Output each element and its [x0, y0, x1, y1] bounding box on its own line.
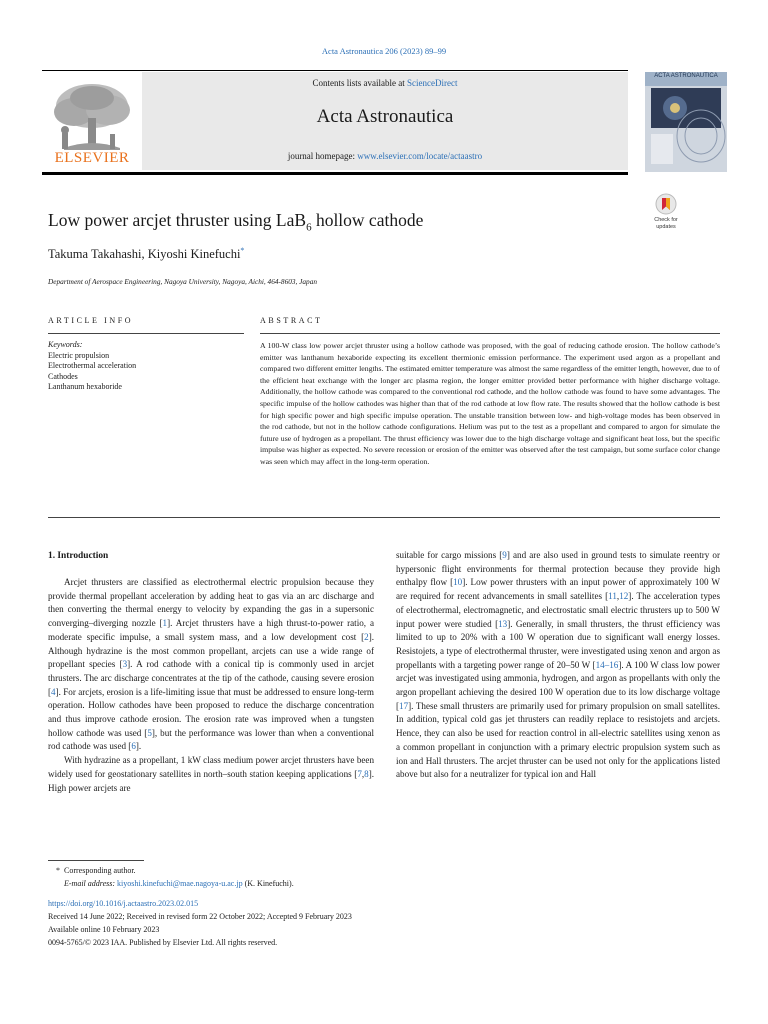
- text-run: ,: [361, 768, 365, 779]
- citation-link[interactable]: 1: [162, 618, 168, 629]
- text-run: ]. These small thrusters are primarily used for primary propulsion on small satellites. In addition, typical cold gas jet thrusters can readily replace to resistojets and arcjets. Hence, they can also be used for reaction control in all-electric satellites using xenon as a common propellant in conjunction with a primary electric propulsion system such as ion and Hall thrusters. The arcjet thruster can be used not only for the applications listed above but also for a neutralizer for typical ion and Hall: [396, 700, 720, 780]
- keyword-item: Lanthanum hexaboride: [48, 382, 122, 392]
- keywords-label: Keywords:: [48, 340, 83, 349]
- journal-title: Acta Astronautica: [316, 106, 454, 127]
- citation-link[interactable]: 9: [502, 550, 507, 560]
- abstract-text: A 100-W class low power arcjet thruster using a hollow cathode was proposed, with the goal of reducing cathode erosion. The hollow cathode’s emitter was lanthanum hexaboride expecting its excellent thermionic emission performance. The experiment used argon as a propellant and compared two different emitter lengths. The estimated emitter temperature was almost the same regardless of the emitter length, however, due to of the efficient heat exchange with the longer arc plasma region, the longer emitter provided better performance with higher discharge voltage. Additionally, the hollow cathode was compared to the conventional rod cathode, and the hollow cathode was found to have some advantages. The specific impulse of the hollow cathodes was higher than that of the rod cathode at low flow rate. The results showed that the hollow cathode is best for high specific power and high specific impulse operation. The unstable transition between low- and high-voltage modes has been observed in the rod cathode, but not in the hollow cathode configurations. Helium was put to the test as a propellant and compared to argon for simulate the future use of hydrogen as a propellant. The thrust efficiency was lower due to the high discharge voltage and significant heat loss, but the specific impulse was higher as expected. No severe recession or erosion of the emitter was observed after the test campaign, but some surface color change was seen which may affect in the long-term operation.: [260, 341, 720, 466]
- citation-link[interactable]: 14–16: [595, 659, 619, 670]
- text-run: ]. Arcjet thrusters have a high thrust-to-power ratio, a moderate specific impulse, a small system mass, and a low development cost [: [48, 618, 374, 642]
- keyword-item: Electric propulsion: [48, 350, 110, 360]
- text-run: ]. For arcjets, erosion is a life-limiting issue that must be addressed to ensure long-term operation. Hollow cathodes have been proposed to reduce the discharge concentration and thus improve cathode erosion. The erosion rate was improved when a tungsten hollow cathode was used [: [48, 686, 374, 738]
- cover-title: ACTA ASTRONAUTICA: [654, 73, 718, 79]
- keywords-block: [48, 340, 244, 393]
- corresponding-author-mark[interactable]: *: [240, 246, 245, 255]
- text-run: ]. A rod cathode with a conical tip is commonly used in arcjet thrusters. The arc discharge concentrates at the tip of the cathode, causing severe erosion [: [48, 659, 375, 697]
- citation-link[interactable]: 2: [364, 631, 369, 642]
- article-info-heading: ARTICLE INFO: [48, 316, 134, 325]
- citation-link[interactable]: 4: [51, 686, 56, 697]
- text-run: ]. A 100 W class low power arcjet was investigated using ammonia, hydrogen, and argon as propellants with only the argon propellant achieving the desired 100 W operation due to its low discharge voltage [: [396, 659, 720, 711]
- text-run: ,: [616, 591, 620, 602]
- keyword-item: Cathodes: [48, 371, 78, 381]
- keyword-item: Electrothermal acceleration: [48, 361, 137, 371]
- text-run: ]. Generally, in small thrusters, the thrust efficiency was limited to up to 20% with a 100 W operation due to significant wall energy losses. Resistojets, a type of electrothermal thruster, were investigated using xenon and argon as propellants with a targeting power range of 20–50 W [: [396, 618, 720, 670]
- citation-link[interactable]: 13: [498, 618, 508, 629]
- text-run: ]. High power arcjets are: [48, 768, 374, 793]
- text-run: ]. Low power thrusters with an input power of approximately 100 W are required for recent advancements in small satellites [: [396, 577, 720, 602]
- section-heading-introduction: 1. Introduction: [48, 551, 109, 561]
- body-paragraph: [48, 754, 374, 795]
- citation-link[interactable]: 17: [399, 700, 409, 711]
- abstract-heading: ABSTRACT: [260, 316, 323, 325]
- contents-line: Contents lists available at ScienceDirect: [312, 78, 458, 88]
- email-note: E-mail address: kiyoshi.kinefuchi@mae.nagoya-u.ac.jp (K. Kinefuchi).: [64, 879, 294, 888]
- journal-homepage: journal homepage: www.elsevier.com/locate/actaastro: [287, 151, 483, 161]
- copyright-line: 0094-5765/© 2023 IAA. Published by Elsevier Ltd. All rights reserved.: [48, 938, 278, 947]
- text-run: With hydrazine as a propellant, 1 kW class medium power arcjet thrusters have been widely used for geostationary satellites in north–south station keeping applications [: [48, 755, 374, 779]
- sciencedirect-link[interactable]: ScienceDirect: [407, 78, 458, 88]
- body-paragraph: [396, 549, 720, 782]
- header-top-rule: [42, 70, 628, 71]
- text-run: ].: [135, 741, 142, 752]
- journal-cover-image: [645, 72, 727, 172]
- affiliation: Department of Aerospace Engineering, Nagoya University, Nagoya, Aichi, 464-8603, Japan: [48, 277, 317, 286]
- abstract-bottom-rule: [48, 517, 720, 518]
- body-column-left: [48, 576, 374, 795]
- text-run: ], but the performance was lower than when a conventional rod cathode was used [: [48, 727, 374, 752]
- corresponding-author-note: * Corresponding author.: [56, 866, 136, 875]
- text-run: Arcjet thrusters are classified as electrothermal electric propulsion because they provide thermal propellant acceleration by adding heat to gas via an arc discharge and then converting the thermal energy to velocity by expanding the gas in a supersonic converging–diverging nozzle [: [48, 577, 374, 629]
- bookmark-icon: [655, 193, 677, 217]
- received-dates: Received 14 June 2022; Received in revised form 22 October 2022; Accepted 9 February 2023: [48, 912, 352, 921]
- citation-link[interactable]: 8: [364, 768, 369, 779]
- paper-title: Low power arcjet thruster using LaB$_6$ hollow cathode: [48, 210, 424, 234]
- article-info-rule: [48, 333, 244, 334]
- footnote-rule: [48, 860, 144, 861]
- text-run: ]. Although hydrazine is the most common propellant, arcjets can use a wide range of propellant species [: [48, 631, 374, 670]
- citation-link[interactable]: 5: [147, 727, 152, 738]
- citation-link[interactable]: 12: [619, 591, 629, 602]
- check-for-updates-badge[interactable]: Check for updates: [646, 193, 686, 237]
- elsevier-wordmark: ELSEVIER: [54, 150, 130, 166]
- citation-link[interactable]: 7: [357, 768, 362, 779]
- journal-reference[interactable]: Acta Astronautica 206 (2023) 89–99: [321, 46, 447, 56]
- abstract-top-rule: [260, 333, 720, 334]
- text-run: ]. The acceleration types of electrothermal, electromagnetic, and electrostatic small electric thrusters up to 500 W input power were studied [: [396, 591, 720, 629]
- citation-link[interactable]: 11: [608, 591, 617, 602]
- text-run: suitable for cargo missions [: [396, 550, 503, 560]
- citation-link[interactable]: 3: [122, 659, 128, 670]
- header-bottom-rule: [42, 172, 628, 175]
- author-list: Takuma Takahashi, Kiyoshi Kinefuchi*: [48, 246, 245, 262]
- body-column-right: [396, 549, 720, 782]
- email-link[interactable]: kiyoshi.kinefuchi@mae.nagoya-u.ac.jp: [117, 879, 243, 888]
- journal-homepage-link[interactable]: www.elsevier.com/locate/actaastro: [357, 151, 483, 161]
- citation-link[interactable]: 10: [453, 577, 463, 588]
- doi-link[interactable]: https://doi.org/10.1016/j.actaastro.2023.02.015: [48, 899, 199, 908]
- body-paragraph: [48, 576, 374, 754]
- citation-link[interactable]: 6: [131, 741, 136, 752]
- online-date: Available online 10 February 2023: [48, 925, 160, 934]
- text-run: ] and are also used in ground tests to simulate reentry or hypersonic flight environments for thermal protection because they provide high enthalpy flow [: [396, 550, 721, 588]
